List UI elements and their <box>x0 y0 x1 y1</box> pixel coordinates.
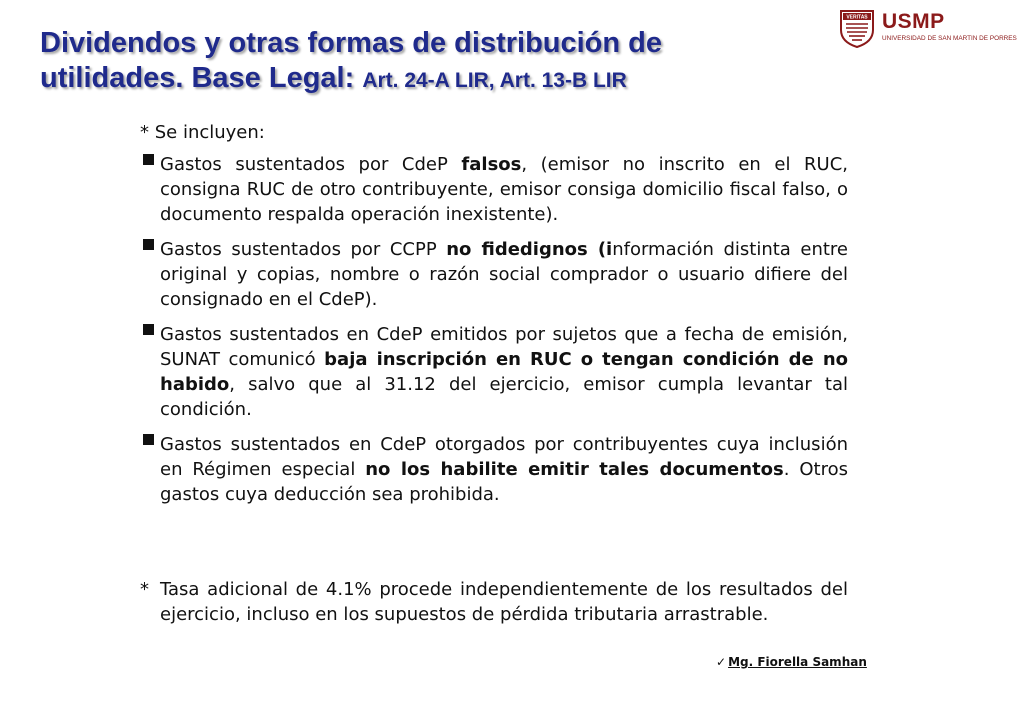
bullet-list <box>140 152 848 517</box>
bullet-item <box>140 152 848 227</box>
bullet-item <box>140 237 848 312</box>
bullet-text: Gastos sustentados por CdeP <box>160 154 462 175</box>
author-name: Mg. Fiorella Samhan <box>728 655 867 669</box>
bullet-text: , (emisor no inscrito en el RUC, consigna RUC de otro contribuyente, emisor consiga domicilio fiscal falso, o documento respalda operación inexistente). <box>160 154 848 225</box>
bullet-text: . Otros gastos cuya deducción sea prohibida. <box>160 459 848 505</box>
bullet-emphasis: falsos <box>461 154 522 175</box>
usmp-logo <box>838 8 1017 48</box>
bullet-emphasis: no fidedignos (i <box>446 239 613 260</box>
note-asterisk: * <box>140 579 149 600</box>
check-icon: ✓ <box>716 655 727 669</box>
bullet-text: Gastos sustentados en CdeP emitidos por sujetos que a fecha de emisión, SUNAT comunicó <box>160 324 848 370</box>
bullet-emphasis: no los habilite emitir tales documentos <box>365 459 784 480</box>
bullet-text: Gastos sustentados en CdeP otorgados por contribuyentes cuya inclusión en Régimen especial <box>160 434 848 480</box>
bullet-text: nformación distinta entre original y copias, nombre o razón social comprador o usuario difiere del consignado en el CdeP). <box>160 239 848 310</box>
title-legal-reference: Art. 24-A LIR, Art. 13-B LIR <box>362 69 627 92</box>
bullet-item <box>140 322 848 422</box>
bullet-emphasis: baja inscripción en RUC o tengan condición de no habido <box>160 349 848 395</box>
logo-subtitle: UNIVERSIDAD DE SAN MARTIN DE PORRES <box>882 35 1017 42</box>
bullet-item <box>140 432 848 507</box>
square-bullet-icon <box>143 434 154 445</box>
university-seal-icon <box>838 8 876 48</box>
title-main: Dividendos y otras formas de distribución de utilidades. Base Legal: <box>40 27 663 94</box>
svg-text:VERITAS: VERITAS <box>846 14 868 21</box>
logo-name: USMP <box>882 10 945 33</box>
note-paragraph <box>140 577 848 627</box>
bullet-text: , salvo que al 31.12 del ejercicio, emisor cumpla levantar tal condición. <box>160 374 848 420</box>
slide-title <box>40 26 800 98</box>
intro-text: * Se incluyen: <box>140 122 265 143</box>
bullet-text: Gastos sustentados por CCPP <box>160 239 447 260</box>
square-bullet-icon <box>143 154 154 165</box>
note-text: Tasa adicional de 4.1% procede independientemente de los resultados del ejercicio, incluso en los supuestos de pérdida tributaria arrastrable. <box>160 579 848 625</box>
square-bullet-icon <box>143 324 154 335</box>
author-credit <box>716 655 867 669</box>
square-bullet-icon <box>143 239 154 250</box>
